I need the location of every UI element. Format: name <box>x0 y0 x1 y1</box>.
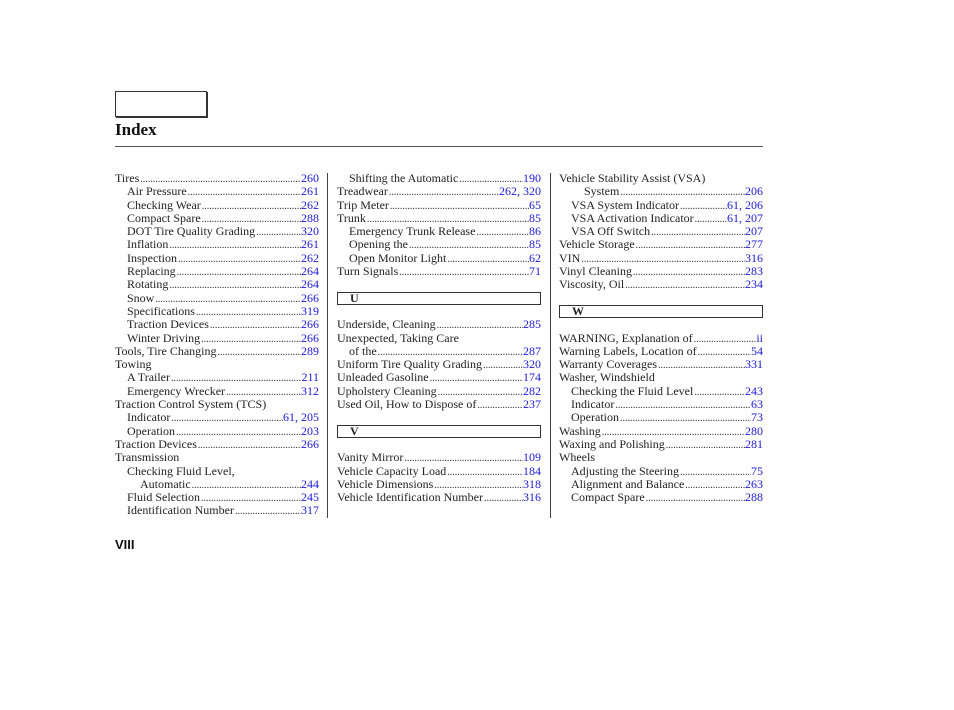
entry-label: Treadwear <box>337 184 388 199</box>
dot-leader <box>679 466 751 479</box>
entry-label: Emergency Wrecker <box>127 383 226 398</box>
page-reference-link[interactable]: 288 <box>301 210 319 225</box>
dot-leader <box>398 266 529 279</box>
index-entry <box>115 411 319 424</box>
index-entry <box>559 398 763 411</box>
index-entry <box>559 172 763 185</box>
page-reference-link[interactable]: 280 <box>745 423 763 438</box>
index-entry <box>115 358 319 371</box>
page-reference-link[interactable]: 316 <box>523 490 541 505</box>
index-entry <box>559 438 763 451</box>
dot-leader <box>170 412 283 425</box>
letter-heading: W <box>559 305 763 318</box>
page-reference-link[interactable]: 211 <box>301 370 319 385</box>
index-entry <box>115 292 319 305</box>
entry-label: Operation <box>127 423 175 438</box>
dot-leader <box>693 386 745 399</box>
entry-label: Uniform Tire Quality Grading <box>337 357 482 372</box>
index-entry <box>337 199 541 212</box>
page-reference-link[interactable]: 54 <box>751 343 763 358</box>
page-reference-link[interactable]: 263 <box>745 476 763 491</box>
entry-label: Transmission <box>115 450 180 465</box>
page-reference-link[interactable]: 244 <box>301 476 319 491</box>
index-entry <box>337 398 541 411</box>
dot-leader <box>476 399 523 412</box>
page-reference-link[interactable]: 75 <box>751 463 763 478</box>
page-reference-link[interactable]: 261 <box>301 237 319 252</box>
dot-leader <box>446 253 529 266</box>
entry-label: Vehicle Dimensions <box>337 476 434 491</box>
entry-label: DOT Tire Quality Grading <box>127 224 256 239</box>
dot-leader <box>693 333 757 346</box>
page-reference-link[interactable]: 264 <box>301 277 319 292</box>
dot-leader <box>632 266 745 279</box>
dot-leader <box>697 346 751 359</box>
index-entry <box>559 385 763 398</box>
entry-label: Identification Number <box>127 503 234 518</box>
entry-label: Viscosity, Oil <box>559 277 625 292</box>
page-reference-link[interactable]: 206 <box>745 184 763 199</box>
entry-label: Unexpected, Taking Care <box>337 330 459 345</box>
entry-label: Wheels <box>559 450 595 465</box>
dot-leader <box>168 239 301 252</box>
page-reference-link[interactable]: 190 <box>523 171 541 185</box>
entry-label: Trunk <box>337 210 366 225</box>
entry-label: Traction Devices <box>127 317 209 332</box>
index-entry <box>115 385 319 398</box>
entry-label: Winter Driving <box>127 330 201 345</box>
page-reference-link[interactable]: 63 <box>751 397 763 412</box>
dot-leader <box>624 279 745 292</box>
index-entry <box>337 358 541 371</box>
page-reference-link[interactable]: 331 <box>745 357 763 372</box>
page-reference-link[interactable]: 318 <box>523 476 541 491</box>
page-reference-link[interactable]: 316 <box>745 250 763 265</box>
entry-label: Washing <box>559 423 601 438</box>
index-column-3 <box>559 172 763 504</box>
dot-leader <box>255 226 301 239</box>
entry-label: VSA System Indicator <box>571 197 679 212</box>
dot-leader <box>201 200 301 213</box>
entry-label: Alignment and Balance <box>571 476 685 491</box>
page-reference-link[interactable]: 85 <box>529 210 541 225</box>
index-entry <box>559 478 763 491</box>
dot-leader <box>657 359 745 372</box>
dot-leader <box>195 306 301 319</box>
entry-label: WARNING, Explanation of <box>559 330 693 345</box>
index-entry <box>337 238 541 251</box>
index-entry <box>337 371 541 384</box>
page-reference-link[interactable]: 65 <box>529 197 541 212</box>
index-entry <box>115 465 319 478</box>
index-column-2 <box>337 172 541 504</box>
entry-label: Operation <box>571 410 619 425</box>
page-reference-link[interactable]: 277 <box>745 237 763 252</box>
index-entry <box>115 438 319 451</box>
page-reference-link[interactable]: 73 <box>751 410 763 425</box>
index-entry <box>559 225 763 238</box>
dot-leader <box>650 226 745 239</box>
dot-leader <box>168 279 301 292</box>
entry-label: Underside, Cleaning <box>337 317 436 332</box>
page-reference-link[interactable]: 282 <box>523 383 541 398</box>
entry-label: Rotating <box>127 277 169 292</box>
index-entry <box>337 465 541 478</box>
entry-label: Compact Spare <box>127 210 201 225</box>
entry-label: Inflation <box>127 237 169 252</box>
index-entry <box>337 451 541 464</box>
page-reference-link[interactable]: 86 <box>529 224 541 239</box>
page-reference-link[interactable]: 61, 207 <box>727 210 763 225</box>
index-entry <box>559 465 763 478</box>
page-reference-link[interactable]: 62 <box>529 250 541 265</box>
entry-label: of the <box>349 343 377 358</box>
entry-label: Snow <box>127 290 155 305</box>
entry-label: Fluid Selection <box>127 490 200 505</box>
index-entry <box>115 318 319 331</box>
dot-leader <box>217 346 301 359</box>
index-entry <box>559 332 763 345</box>
index-entry <box>559 185 763 198</box>
index-entry <box>559 411 763 424</box>
page-title: Index <box>115 120 157 139</box>
entry-label: Checking the Fluid Level <box>571 383 694 398</box>
index-entry <box>559 278 763 291</box>
page-reference-link[interactable]: 312 <box>301 383 319 398</box>
entry-label: Warranty Coverages <box>559 357 657 372</box>
index-entry <box>115 225 319 238</box>
index-entry <box>559 425 763 438</box>
page-reference-link[interactable]: 266 <box>301 317 319 332</box>
entry-label: Unleaded Gasoline <box>337 370 429 385</box>
entry-label: Traction Devices <box>115 436 197 451</box>
page-reference-link[interactable]: 319 <box>301 303 319 318</box>
entry-label: Emergency Trunk Release <box>349 224 476 239</box>
page-reference-link[interactable]: 320 <box>301 224 319 239</box>
column-divider <box>550 173 551 518</box>
spacer <box>337 278 541 291</box>
dot-leader <box>209 319 301 332</box>
index-entry <box>115 425 319 438</box>
page-reference-link[interactable]: 262 <box>301 197 319 212</box>
index-entry <box>115 212 319 225</box>
entry-label: Warning Labels, Location of <box>559 343 697 358</box>
index-entry <box>337 225 541 238</box>
dot-leader <box>482 359 523 372</box>
index-entry <box>115 332 319 345</box>
page-reference-link[interactable]: 109 <box>523 450 541 465</box>
index-entry <box>115 278 319 291</box>
entry-label: Washer, Windshield <box>559 370 655 385</box>
index-entry <box>337 172 541 185</box>
entry-label: Vehicle Storage <box>559 237 635 252</box>
index-entry <box>337 252 541 265</box>
index-entry <box>559 252 763 265</box>
entry-label: Vanity Mirror <box>337 450 404 465</box>
index-entry <box>115 371 319 384</box>
index-entry <box>115 238 319 251</box>
entry-label: Waxing and Polishing <box>559 436 665 451</box>
page-reference-link[interactable]: 266 <box>301 290 319 305</box>
index-entry <box>337 385 541 398</box>
page-reference-link[interactable]: 283 <box>745 264 763 279</box>
index-entry <box>559 371 763 384</box>
entry-label: Vehicle Stability Assist (VSA) <box>559 171 706 185</box>
entry-label: Automatic <box>140 476 191 491</box>
letter-heading: U <box>337 292 541 305</box>
dot-leader <box>197 439 301 452</box>
index-entry <box>337 318 541 331</box>
index-entry <box>559 358 763 371</box>
dot-leader <box>483 492 523 505</box>
entry-label: Checking Wear <box>127 197 201 212</box>
page-reference-link[interactable]: 243 <box>745 383 763 398</box>
page-reference-link[interactable]: 85 <box>529 237 541 252</box>
index-entry <box>559 238 763 251</box>
dot-leader <box>388 186 499 199</box>
dot-leader <box>187 186 301 199</box>
page-reference-link[interactable]: 266 <box>301 436 319 451</box>
entry-label: Vinyl Cleaning <box>559 264 632 279</box>
index-entry <box>337 478 541 491</box>
index-entry <box>115 252 319 265</box>
index-entry <box>115 504 319 517</box>
index-entry <box>559 491 763 504</box>
page-reference-link[interactable]: 245 <box>301 490 319 505</box>
page-reference-link[interactable]: 261 <box>301 184 319 199</box>
dot-leader <box>619 412 751 425</box>
entry-label: System <box>584 184 620 199</box>
dot-leader <box>635 239 745 252</box>
page-reference-link[interactable]: 287 <box>523 343 541 358</box>
page-reference-link[interactable]: 320 <box>523 357 541 372</box>
entry-label: Vehicle Capacity Load <box>337 463 447 478</box>
index-entry <box>337 345 541 358</box>
entry-label: Specifications <box>127 303 195 318</box>
page-number: VIII <box>115 537 135 552</box>
index-entry <box>115 345 319 358</box>
index-entry <box>559 199 763 212</box>
page-reference-link[interactable]: 285 <box>523 317 541 332</box>
index-entry <box>115 478 319 491</box>
dot-leader <box>475 226 529 239</box>
dot-leader <box>446 466 523 479</box>
dot-leader <box>694 213 727 226</box>
entry-label: Indicator <box>127 410 171 425</box>
page-reference-link[interactable]: 61, 206 <box>727 197 763 212</box>
index-entry <box>337 265 541 278</box>
entry-label: Shifting the Automatic <box>349 171 459 185</box>
dot-leader <box>614 399 751 412</box>
entry-label: Traction Control System (TCS) <box>115 397 267 412</box>
title-rule <box>115 146 763 147</box>
page-reference-link[interactable]: 264 <box>301 264 319 279</box>
entry-label: Adjusting the Steering <box>571 463 679 478</box>
page-reference-link[interactable]: ii <box>756 330 763 345</box>
entry-label: VSA Activation Indicator <box>571 210 694 225</box>
index-entry <box>115 199 319 212</box>
index-entry <box>115 305 319 318</box>
index-entry <box>337 185 541 198</box>
entry-label: Checking Fluid Level, <box>127 463 235 478</box>
page-reference-link[interactable]: 288 <box>745 490 763 505</box>
index-entry <box>115 451 319 464</box>
index-entry <box>115 491 319 504</box>
entry-label: Compact Spare <box>571 490 645 505</box>
index-entry <box>337 491 541 504</box>
index-entry <box>115 398 319 411</box>
index-entry <box>337 332 541 345</box>
index-entry <box>115 265 319 278</box>
page-reference-link[interactable]: 289 <box>301 343 319 358</box>
index-column-1 <box>115 172 319 518</box>
entry-label: A Trailer <box>127 370 171 385</box>
page-reference-link[interactable]: 234 <box>745 277 763 292</box>
dot-leader <box>177 253 301 266</box>
spacer <box>337 411 541 424</box>
column-divider <box>327 173 328 518</box>
page-reference-link[interactable]: 262 <box>301 250 319 265</box>
dot-leader <box>645 492 745 505</box>
index-entry <box>559 265 763 278</box>
page-reference-link[interactable]: 237 <box>523 397 541 412</box>
index-entry <box>559 451 763 464</box>
index-entry <box>559 212 763 225</box>
index-entry <box>559 345 763 358</box>
index-entry <box>115 172 319 185</box>
entry-label: Tools, Tire Changing <box>115 343 217 358</box>
entry-label: VSA Off Switch <box>571 224 651 239</box>
page-reference-link[interactable]: 207 <box>745 224 763 239</box>
dot-leader <box>429 372 523 385</box>
section-tab-box <box>115 91 207 117</box>
dot-leader <box>684 479 745 492</box>
entry-label: Inspection <box>127 250 177 265</box>
dot-leader <box>234 505 301 518</box>
letter-heading: V <box>337 425 541 438</box>
dot-leader <box>191 479 301 492</box>
dot-leader <box>176 266 301 279</box>
page-reference-link[interactable]: 174 <box>523 370 541 385</box>
entry-label: Air Pressure <box>127 184 187 199</box>
entry-label: Replacing <box>127 264 176 279</box>
entry-label: Open Monitor Light <box>349 250 447 265</box>
page-reference-link[interactable]: 260 <box>301 171 319 185</box>
page-reference-link[interactable]: 71 <box>529 264 541 279</box>
entry-label: Indicator <box>571 397 615 412</box>
page-reference-link[interactable]: 61, 205 <box>283 410 319 425</box>
page-reference-link[interactable]: 203 <box>301 423 319 438</box>
entry-label: Towing <box>115 357 152 372</box>
page-reference-link[interactable]: 262, 320 <box>499 184 541 199</box>
entry-label: Used Oil, How to Dispose of <box>337 397 477 412</box>
entry-label: Turn Signals <box>337 264 399 279</box>
entry-label: VIN <box>559 250 581 265</box>
entry-label: Upholstery Cleaning <box>337 383 437 398</box>
entry-label: Trip Meter <box>337 197 389 212</box>
entry-label: Tires <box>115 171 140 185</box>
entry-label: Vehicle Identification Number <box>337 490 483 505</box>
page-reference-link[interactable]: 266 <box>301 330 319 345</box>
dot-leader <box>389 200 529 213</box>
dot-leader <box>665 439 745 452</box>
page-reference-link[interactable]: 281 <box>745 436 763 451</box>
entry-label: Opening the <box>349 237 408 252</box>
index-entry <box>337 212 541 225</box>
spacer <box>559 292 763 305</box>
page-reference-link[interactable]: 317 <box>301 503 319 518</box>
index-entry <box>115 185 319 198</box>
page-reference-link[interactable]: 184 <box>523 463 541 478</box>
